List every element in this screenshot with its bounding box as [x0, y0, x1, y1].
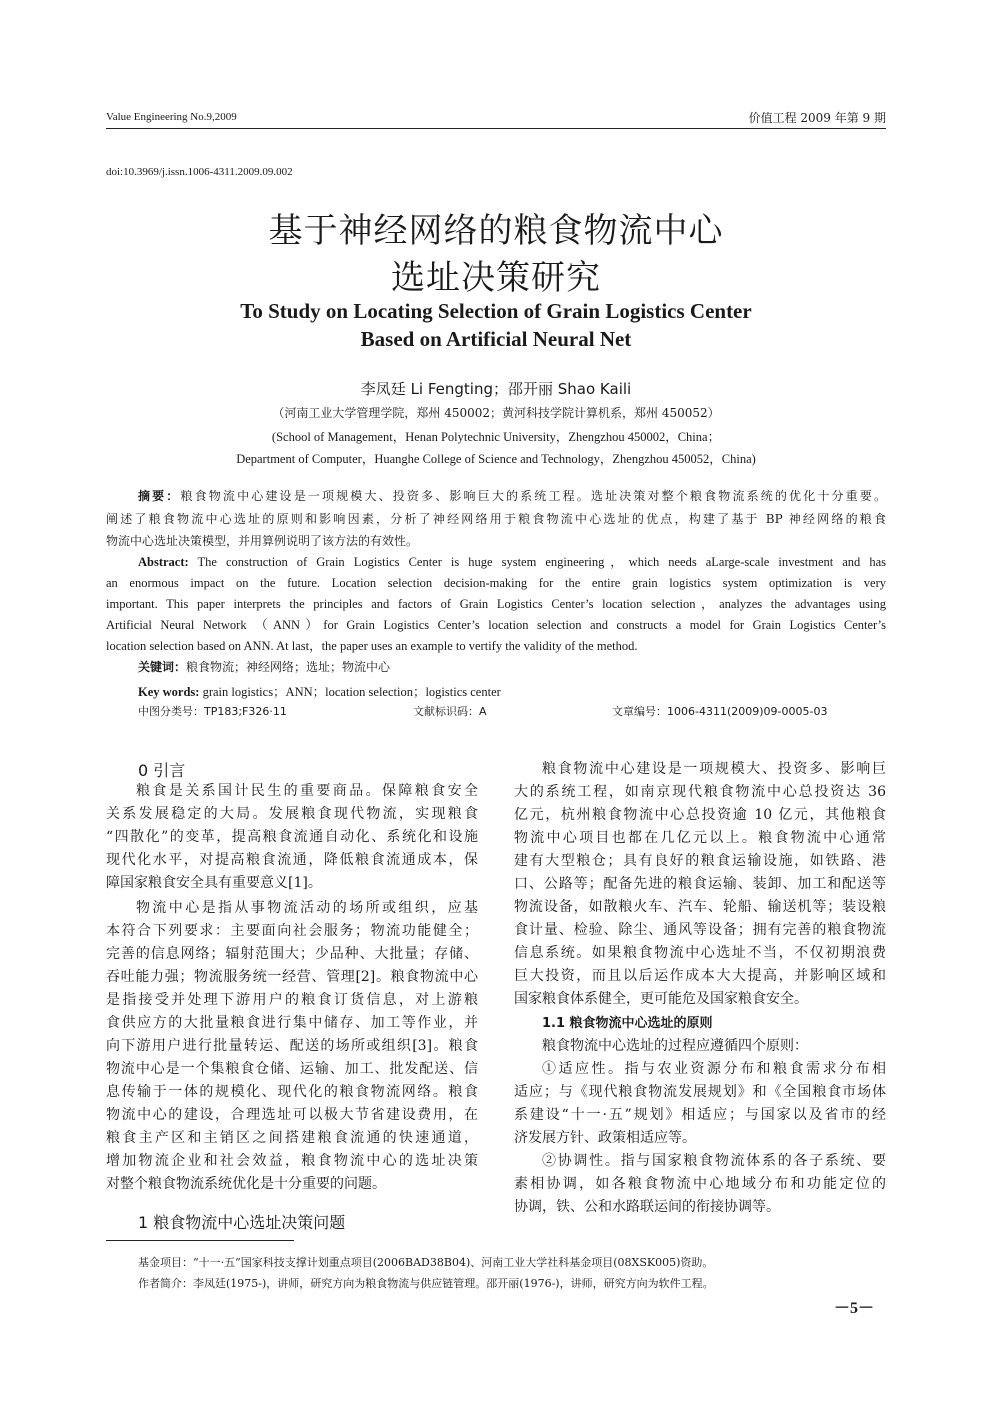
right-column-line: 信息系统。如果粮食物流中心选址不当，不仅初期浪费 [514, 945, 886, 961]
right-column-line: 素相协调，如各粮食物流中心地域分布和功能定位的 [514, 1176, 886, 1192]
title-en-line1: To Study on Locating Selection of Grain Logistics Center [240, 299, 752, 323]
left-column-line: 物流中心是一个集粮食仓储、运输、加工、批发配送、信 [106, 1061, 478, 1077]
abstract-cn-line: 阐述了粮食物流中心选址的原则和影响因素，分析了神经网络用于粮食物流中心选址的优点，构建了基于 BP 神经网络的粮食 [106, 512, 886, 526]
left-column-line: 物流中心的建设，合理选址可以极大节省建设费用，在 [106, 1107, 478, 1123]
left-column-line: 物流中心是指从事物流活动的场所或组织，应基 [136, 900, 478, 916]
header-rule [106, 128, 886, 129]
abstract-cn-line [138, 486, 886, 507]
abstract-en-line: location selection based on ANN. At last，the paper uses an example to vertify the validity of the method. [106, 639, 638, 653]
left-column-line: 息传输于一体的规模化、现代化的粮食物流网络。粮食 [106, 1084, 478, 1100]
left-column-line: 食供应方的大批量粮食进行集中储存、加工等作业，并 [106, 1015, 478, 1031]
right-column-line: 巨大投资，而且以后运作成本大大提高，并影响区域和 [514, 968, 886, 984]
abstract-en-text: The construction of Grain Logistics Center is huge system engineering，which needs aLarge-scale investment and has [188, 555, 886, 569]
left-column-line: 关系发展稳定的大局。发展粮食现代物流，实现粮食 [106, 806, 478, 822]
right-column-line: ②协调性。指与国家粮食物流体系的各子系统、要 [542, 1153, 886, 1169]
left-column-line: 完善的信息网络；辐射范围大；少品种、大批量；存储、 [106, 946, 478, 962]
affiliation-en-line1: (School of Management，Henan Polytechnic University，Zhengzhou 450002，China； [271, 430, 721, 444]
title-cn-line1: 基于神经网络的粮食物流中心 [268, 211, 724, 251]
left-column-line: 障国家粮食安全具有重要意义[1]。 [106, 875, 322, 891]
keywords-cn-text: 粮食物流；神经网络；选址；物流中心 [186, 660, 391, 674]
abstract-en-line: important. This paper interprets the principles and factors of Grain Logistics Center’s location selection，analyzes the advantages using [106, 597, 886, 611]
subsection-1-1-title: 1.1 粮食物流中心选址的原则 [542, 1016, 713, 1031]
right-column-line: 系建设“十一·五”规划》相适应；与国家以及省市的经 [514, 1107, 886, 1123]
right-column-line: 物流设备，如散粮火车、汽车、轮船、输送机等；装设粮 [514, 899, 886, 915]
left-column-line: 粮食是关系国计民生的重要商品。保障粮食安全 [136, 783, 478, 799]
right-column-line: 物流中心项目也都在几亿元以上。粮食物流中心通常 [514, 830, 886, 846]
keywords-cn-label: 关键词： [138, 660, 187, 674]
left-column-line: 是指接受并处理下游用户的粮食订货信息，对上游粮 [106, 992, 478, 1008]
left-column-line: “四散化”的变革，提高粮食流通自动化、系统化和设施 [106, 829, 478, 845]
right-column-line: 粮食物流中心选址的过程应遵循四个原则： [542, 1038, 808, 1054]
authors: 李凤廷 Li Fengting；邵开丽 Shao Kaili [360, 380, 632, 398]
abstract-cn-line: 物流中心选址决策模型，并用算例说明了该方法的有效性。 [106, 534, 419, 548]
title-en-line2: Based on Artificial Neural Net [360, 327, 632, 351]
abstract-en-line: an enormous impact on the future. Location selection decision-making for the entire grain logistics system optimization is very [106, 576, 886, 590]
right-column-line: 粮食物流中心建设是一项规模大、投资多、影响巨 [542, 761, 886, 777]
article-number: 文章编号：1006-4311(2009)09-0005-03 [612, 705, 828, 718]
keywords-en [138, 682, 501, 700]
right-column-line: 适应；与《现代粮食物流发展规划》和《全国粮食市场体 [514, 1084, 886, 1100]
abstract-en-label: Abstract: [138, 555, 189, 569]
left-column-line: 对整个粮食物流系统优化是十分重要的问题。 [106, 1176, 386, 1192]
title-cn-line2: 选址决策研究 [391, 258, 601, 298]
affiliation-en-line2: Department of Computer，Huanghe College of Science and Technology，Zhengzhou 450052，China) [236, 452, 756, 466]
page-number: －5－ [833, 1300, 874, 1317]
left-column-line: 吞吐能力强；物流服务统一经营、管理[2]。粮食物流中心 [106, 969, 478, 985]
affiliation-cn: （河南工业大学管理学院，郑州 450002；黄河科技学院计算机系，郑州 450052） [272, 406, 720, 420]
right-column-line: 口、公路等；配备先进的粮食运输、装卸、加工和配送等 [514, 876, 886, 892]
journal-header-right: 价值工程 2009 年第 9 期 [748, 111, 886, 125]
keywords-cn [138, 658, 390, 675]
left-column-line: 向下游用户进行批量转运、配送的场所或组织[3]。粮食 [106, 1038, 478, 1054]
right-column-line: 大的系统工程，如南京现代粮食物流中心总投资达 36 [514, 784, 886, 800]
abstract-en-line [138, 552, 886, 573]
right-column-line: 国家粮食体系健全，更可能危及国家粮食安全。 [514, 991, 808, 1007]
abstract-en-line: Artificial Neural Network （ANN）for Grain Logistics Center’s location selection and constructs a model for Grain Logistics Center’s [106, 618, 886, 632]
left-column-line: 粮食主产区和主销区之间搭建粮食流通的快速通道， [106, 1130, 478, 1146]
right-column-line: 食计量、检验、除尘、通风等设备；拥有完善的粮食物流 [514, 922, 886, 938]
right-column-line: ①适应性。指与农业资源分布和粮食需求分布相 [542, 1061, 886, 1077]
section-1-title: 1 粮食物流中心选址决策问题 [138, 1213, 346, 1232]
clc-number: 中图分类号：TP183;F326·11 [138, 705, 287, 718]
footnote-fund: 基金项目：“十一·五”国家科技支撑计划重点项目(2006BAD38B04)、河南工业大学社科基金项目(08XSK005)资助。 [138, 1256, 714, 1269]
right-column-line: 亿元，杭州粮食物流中心总投资逾 10 亿元，其他粮食 [514, 807, 886, 823]
journal-header-left: Value Engineering No.9,2009 [106, 111, 237, 123]
keywords-en-text: grain logistics；ANN；location selection；logistics center [199, 685, 501, 699]
footnote-rule [106, 1240, 294, 1241]
abstract-cn-label: 摘要： [138, 489, 181, 503]
left-column-line: 现代化水平，对提高粮食流通，降低粮食流通成本，保 [106, 852, 478, 868]
footnote-author-bio: 作者简介：李凤廷(1975-)，讲师，研究方向为粮食物流与供应链管理。邵开丽(1976-)，讲师，研究方向为软件工程。 [138, 1277, 714, 1290]
right-column-line: 建有大型粮仓；具有良好的粮食运输设施，如铁路、港 [514, 853, 886, 869]
section-0-title: 0 引言 [138, 761, 186, 780]
abstract-cn-text: 粮食物流中心建设是一项规模大、投资多、影响巨大的系统工程。选址决策对整个粮食物流系统的优化十分重要。 [180, 489, 886, 503]
keywords-en-label: Key words: [138, 685, 200, 699]
right-column-line: 协调，铁、公和水路联运间的衔接协调等。 [514, 1199, 780, 1215]
document-code: 文献标识码：A [413, 705, 487, 718]
right-column-line: 济发展方针、政策相适应等。 [514, 1130, 696, 1146]
left-column-line: 本符合下列要求：主要面向社会服务；物流功能健全； [106, 923, 478, 939]
left-column-line: 增加物流企业和社会效益，粮食物流中心的选址决策 [106, 1153, 478, 1169]
doi: doi:10.3969/j.issn.1006-4311.2009.09.002 [106, 166, 293, 178]
